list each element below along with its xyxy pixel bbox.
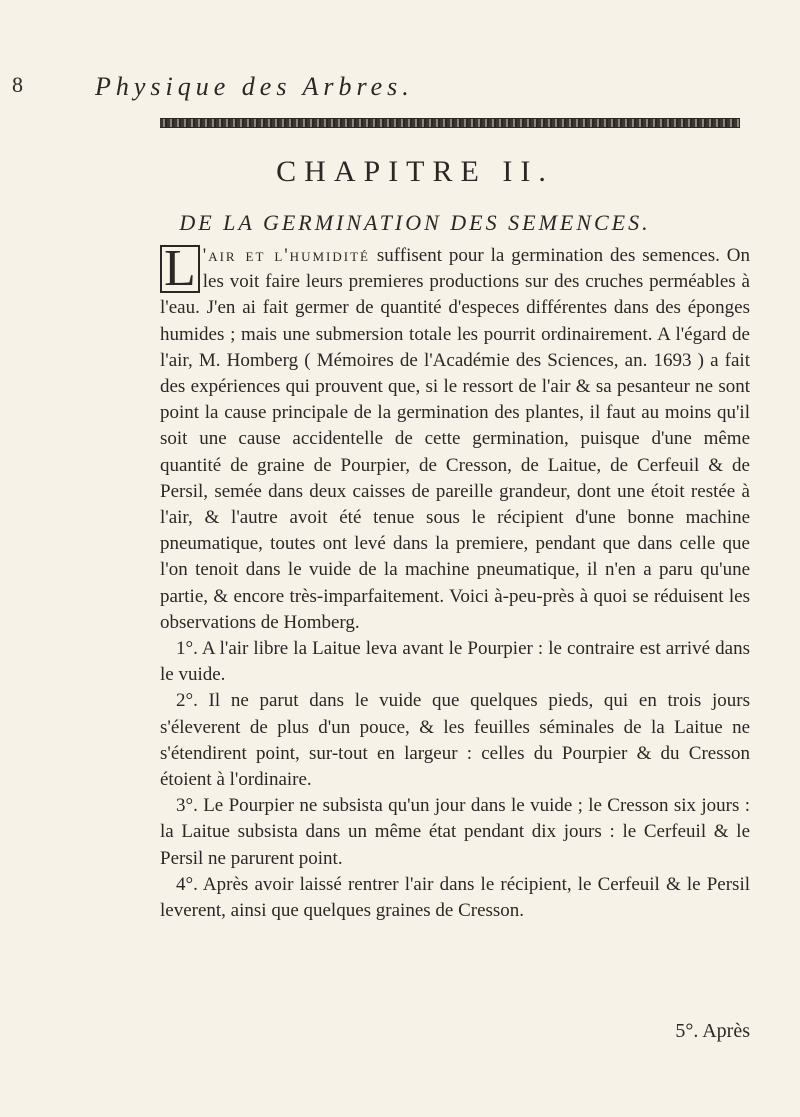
paragraph-1 [160, 240, 750, 636]
body-text [160, 240, 750, 924]
ornament-rule [160, 118, 740, 128]
section-title: DE LA GERMINATION DES SEMENCES. [179, 210, 651, 235]
running-title: Physique des Arbres. [95, 72, 414, 101]
paragraph-3: 2°. Il ne parut dans le vuide que quelques pieds, qui en trois jours s'éleverent de plus d'un pouce, & les feuilles séminales de la Laitue ne s'étendirent point, sur-tout en largeur : celles du Pourpier & du Cresson étoient à l'ordinaire. [160, 690, 750, 791]
dropcap: L [160, 245, 200, 293]
catchword: 5°. Après [675, 1020, 750, 1042]
page-number: 8 [12, 72, 23, 97]
paragraph-5: 4°. Après avoir laissé rentrer l'air dans le récipient, le Cerfeuil & le Persil leverent, ainsi que quelques graines de Cresson. [160, 873, 750, 922]
paragraph-2: 1°. A l'air libre la Laitue leva avant le Pourpier : le contraire est arrivé dans le vuide. [160, 638, 750, 686]
paragraph-4: 3°. Le Pourpier ne subsista qu'un jour dans le vuide ; le Cresson six jours : la Laitue subsista dans un même état pendant dix jours : le Cerfeuil & le Persil ne parurent point. [160, 795, 750, 869]
paragraph-1-text: suffisent pour la germination des semences. On les voit faire leurs premieres productions sur des cruches perméables à l'eau. J'en ai fait germer de quantité d'especes différentes dans des éponges humides ; mais une submersion totale les pourrit ordinairement. A l'égard de l'air, M. Homberg ( Mémoires de l'Académie des Sciences, an. 1693 ) a fait des expériences qui prouvent que, si le ressort de l'air & sa pesanteur ne sont point la cause principale de la germination des plantes, il faut au moins qu'il soit une cause accidentelle de cette germination, puisque d'une même quantité de graine de Pourpier, de Cresson, de Laitue, de Cerfeuil & de Persil, semée dans deux caisses de pareille grandeur, dont une étoit restée à l'air, & l'autre avoit été tenue sous le récipient d'une bonne machine pneumatique, toutes ont levé dans la premiere, pendant que dans celle que l'on tenoit dans le vuide de la machine pneumatique, il n'en a paru qu'une partie, & encore très-imparfaitement. Voici à-peu-près à quoi se réduisent les observations de Homberg. [160, 245, 750, 633]
lead-smallcaps: 'air et l'humidité [202, 245, 370, 266]
chapter-title: CHAPITRE II. [276, 155, 554, 188]
